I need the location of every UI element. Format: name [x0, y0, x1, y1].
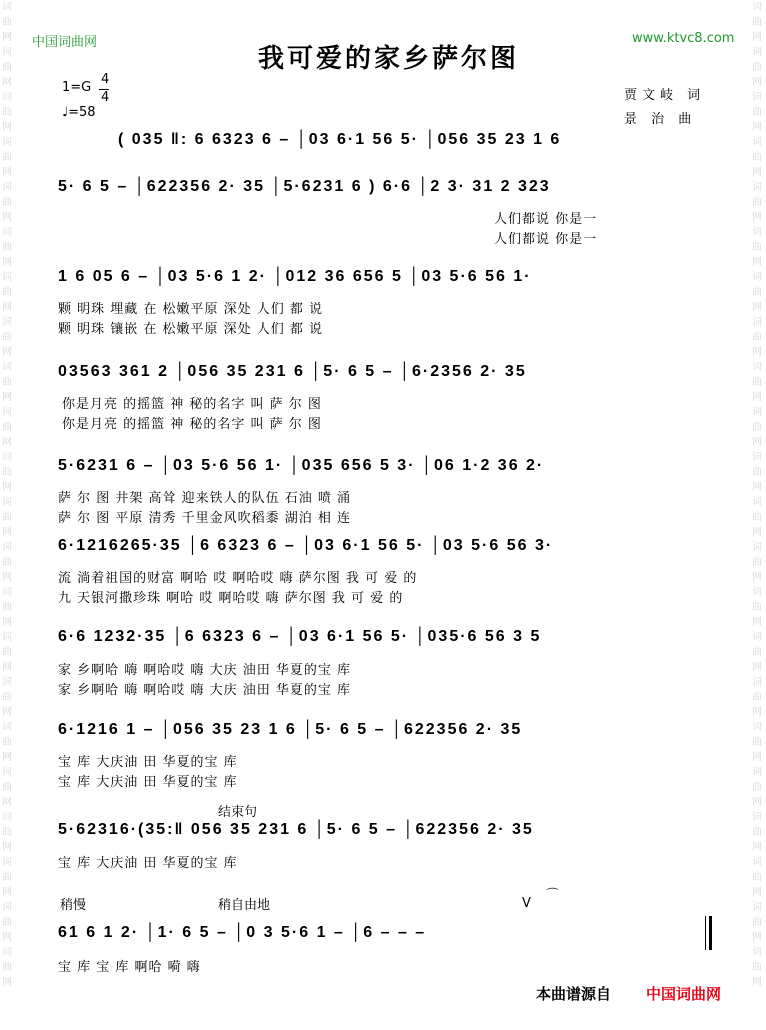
ending-direction: 结束句: [218, 805, 258, 820]
song-title: 我可爱的家乡萨尔图: [258, 44, 520, 74]
lyric-row-5-verse-2: 萨 尔 图 平原 清秀 千里金风吹稻黍 湖泊 相 连: [58, 511, 352, 526]
lyric-row-7-verse-1: 家 乡啊哈 嗨 啊哈哎 嗨 大庆 油田 华夏的宝 库: [58, 663, 352, 678]
breath-mark: V: [522, 896, 531, 911]
tempo-marking: ♩=58: [62, 105, 96, 120]
score-row-10: 61 6 1 2· │1· 6 5 – │0 3 5·6 1 – │6 – – –: [58, 924, 427, 941]
lyric-row-6-verse-2: 九 天银河撒珍珠 啊哈 哎 啊哈哎 嗨 萨尔图 我 可 爱 的: [58, 591, 404, 606]
source-label: 本曲谱源自: [536, 985, 612, 1003]
site-name[interactable]: 中国词曲网: [32, 35, 98, 50]
score-row-8: 6·1216 1 – │056 35 23 1 6 │5· 6 5 – │622356 2· 35: [58, 721, 523, 738]
lyric-row-4-verse-2: 你是月亮 的摇篮 神 秘的名字 叫 萨 尔 图: [62, 417, 322, 432]
final-barline-thick: [709, 916, 712, 950]
free-tempo-direction: 稍自由地: [218, 898, 271, 913]
score-row-1: ( 035 ‖: 6 6323 6 – │03 6·1 56 5· │056 35 23 1 6: [118, 131, 562, 148]
score-row-6: 6·1216265·35 │6 6323 6 – │03 6·1 56 5· │03 5·6 56 3·: [58, 537, 554, 554]
fermata-icon: ⌒: [546, 888, 560, 903]
source-brand[interactable]: 中国词曲网: [646, 985, 722, 1003]
slow-direction: 稍慢: [60, 898, 87, 913]
lyric-row-2-verse-1: 人们都说 你是一: [494, 212, 598, 227]
lyric-row-5-verse-1: 萨 尔 图 井架 高耸 迎来铁人的队伍 石油 喷 涌: [58, 491, 352, 506]
score-row-7: 6·6 1232·35 │6 6323 6 – │03 6·1 56 5· │035·6 56 3 5: [58, 628, 542, 645]
lyric-row-8-verse-1: 宝 库 大庆油 田 华夏的宝 库: [58, 755, 238, 770]
time-signature-bottom: 4: [101, 90, 110, 105]
time-signature-top: 4: [101, 72, 110, 87]
score-row-9: 5·62316·(35:‖ 056 35 231 6 │5· 6 5 – │622356 2· 35: [58, 821, 534, 838]
lyric-row-2-verse-2: 人们都说 你是一: [494, 232, 598, 247]
lyric-row-3-verse-1: 颗 明珠 埋藏 在 松嫩平原 深处 人们 都 说: [58, 302, 324, 317]
score-row-4: 03563 361 2 │056 35 231 6 │5· 6 5 – │6·2356 2· 35: [58, 363, 527, 380]
lyric-row-10-verse-1: 宝 库 宝 库 啊哈 嗬 嗨: [58, 960, 201, 975]
score-row-3: 1 6 05 6 – │03 5·6 1 2· │012 36 656 5 │03 5·6 56 1·: [58, 268, 532, 285]
lyricist-credit: 贾文岐 词: [624, 88, 706, 103]
lyric-row-3-verse-2: 颗 明珠 镶嵌 在 松嫩平原 深处 人们 都 说: [58, 322, 324, 337]
site-url[interactable]: www.ktvc8.com: [632, 31, 735, 46]
watermark-right: 词曲网 词曲网 词曲网 词曲网 词曲网 词曲网 词曲网 词曲网 词曲网 词曲网 词曲网 词曲网 词曲网 词曲网 词曲网 词曲网 词曲网 词曲网 词曲网 词曲网 词曲网 词曲网: [752, 2, 762, 988]
composer-credit: 景 治 曲: [624, 112, 697, 127]
lyric-row-4-verse-1: 你是月亮 的摇篮 神 秘的名字 叫 萨 尔 图: [62, 397, 322, 412]
final-barline-thin: [705, 916, 706, 950]
lyric-row-8-verse-2: 宝 库 大庆油 田 华夏的宝 库: [58, 775, 238, 790]
lyric-row-7-verse-2: 家 乡啊哈 嗨 啊哈哎 嗨 大庆 油田 华夏的宝 库: [58, 683, 352, 698]
lyric-row-6-verse-1: 流 淌着祖国的财富 啊哈 哎 啊哈哎 嗨 萨尔图 我 可 爱 的: [58, 571, 418, 586]
watermark-left: 词曲网 词曲网 词曲网 词曲网 词曲网 词曲网 词曲网 词曲网 词曲网 词曲网 词曲网 词曲网 词曲网 词曲网 词曲网 词曲网 词曲网 词曲网 词曲网 词曲网 词曲网 词曲网: [2, 2, 12, 988]
key-signature: 1=G: [62, 80, 92, 95]
lyric-row-9-verse-1: 宝 库 大庆油 田 华夏的宝 库: [58, 856, 238, 871]
score-row-5: 5·6231 6 – │03 5·6 56 1· │035 656 5 3· │06 1·2 36 2·: [58, 457, 545, 474]
score-row-2: 5· 6 5 – │622356 2· 35 │5·6231 6 ) 6·6 │2 3· 31 2 323: [58, 178, 551, 195]
